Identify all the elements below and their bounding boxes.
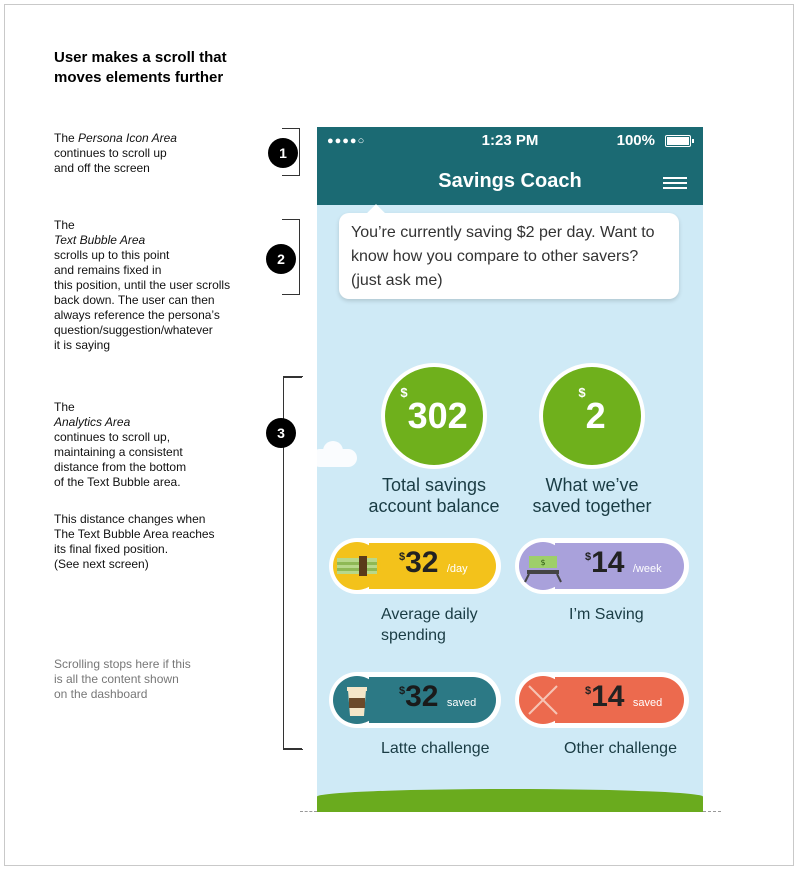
average-daily-label: Average daily spending — [381, 606, 478, 644]
coffee-cup-icon — [333, 676, 381, 724]
marker-1: 1 — [268, 138, 298, 168]
scroll-stop-line-left — [300, 811, 317, 812]
latte-challenge-value: 32 — [405, 680, 439, 713]
total-savings-circle[interactable]: $302 — [381, 363, 487, 469]
battery-icon — [665, 135, 691, 147]
scroll-stop-line-right — [703, 811, 721, 812]
note-scrolling-stops: Scrolling stops here if this is all the content shown on the dashboard — [54, 657, 191, 701]
cash-icon — [333, 542, 381, 590]
note-persona-icon-area: The Persona Icon Area continues to scroll up and off the screen — [54, 131, 177, 175]
status-bar — [317, 127, 703, 155]
phone-screen — [317, 127, 703, 812]
status-time: 1:23 PM — [481, 132, 539, 149]
svg-text:$: $ — [540, 558, 546, 567]
nav-bar — [317, 155, 703, 205]
total-savings-value: 302 — [407, 395, 468, 436]
other-challenge-label: Other challenge — [564, 740, 677, 757]
cloud-decoration — [317, 449, 357, 467]
average-daily-value: 32 — [405, 546, 439, 579]
persona-text-bubble — [339, 213, 679, 299]
page-title: User makes a scroll that moves elements further — [54, 49, 227, 86]
grass-hill-decoration — [317, 789, 703, 812]
total-savings-label: Total savings account balance — [368, 475, 500, 516]
average-daily-spending-card[interactable]: $32 /day — [329, 538, 501, 594]
marker-3: 3 — [266, 418, 296, 448]
im-saving-value: 14 — [591, 546, 625, 579]
note-distance-change: This distance changes when The Text Bubble Area reaches its final fixed position. (See next screen) — [54, 512, 215, 571]
app-title: Savings Coach — [438, 170, 582, 192]
battery-percent: 100% — [616, 132, 655, 149]
im-saving-card[interactable]: $ $14 /week — [515, 538, 689, 594]
marker-2: 2 — [266, 244, 296, 274]
im-saving-label: I’m Saving — [569, 606, 644, 623]
note-analytics-area: The Analytics Area continues to scroll up, maintaining a consistent distance from the bottom of the Text Bubble area. — [54, 400, 187, 489]
note-text-bubble-area: The Text Bubble Area scrolls up to this point and remains fixed in this position, until the user scrolls back down. The user can then always reference the persona’s question/suggestion/whatever it is saying — [54, 218, 231, 352]
latte-challenge-label: Latte challenge — [381, 740, 490, 757]
latte-challenge-card[interactable]: $32 saved — [329, 672, 501, 728]
money-printer-icon — [519, 542, 567, 590]
saved-together-circle[interactable]: $2 — [539, 363, 645, 469]
x-cross-icon — [519, 676, 567, 724]
signal-icon: ●●●●○ — [327, 135, 366, 147]
bubble-text: You’re currently saving $2 per day. Want to know how you compare to other savers? (just ask me) — [351, 224, 655, 289]
other-challenge-card[interactable]: $14 saved — [515, 672, 689, 728]
hamburger-menu-icon[interactable] — [663, 177, 687, 191]
other-challenge-value: 14 — [591, 680, 625, 713]
saved-together-label: What we’ve saved together — [532, 475, 652, 516]
saved-together-value: 2 — [585, 395, 606, 436]
